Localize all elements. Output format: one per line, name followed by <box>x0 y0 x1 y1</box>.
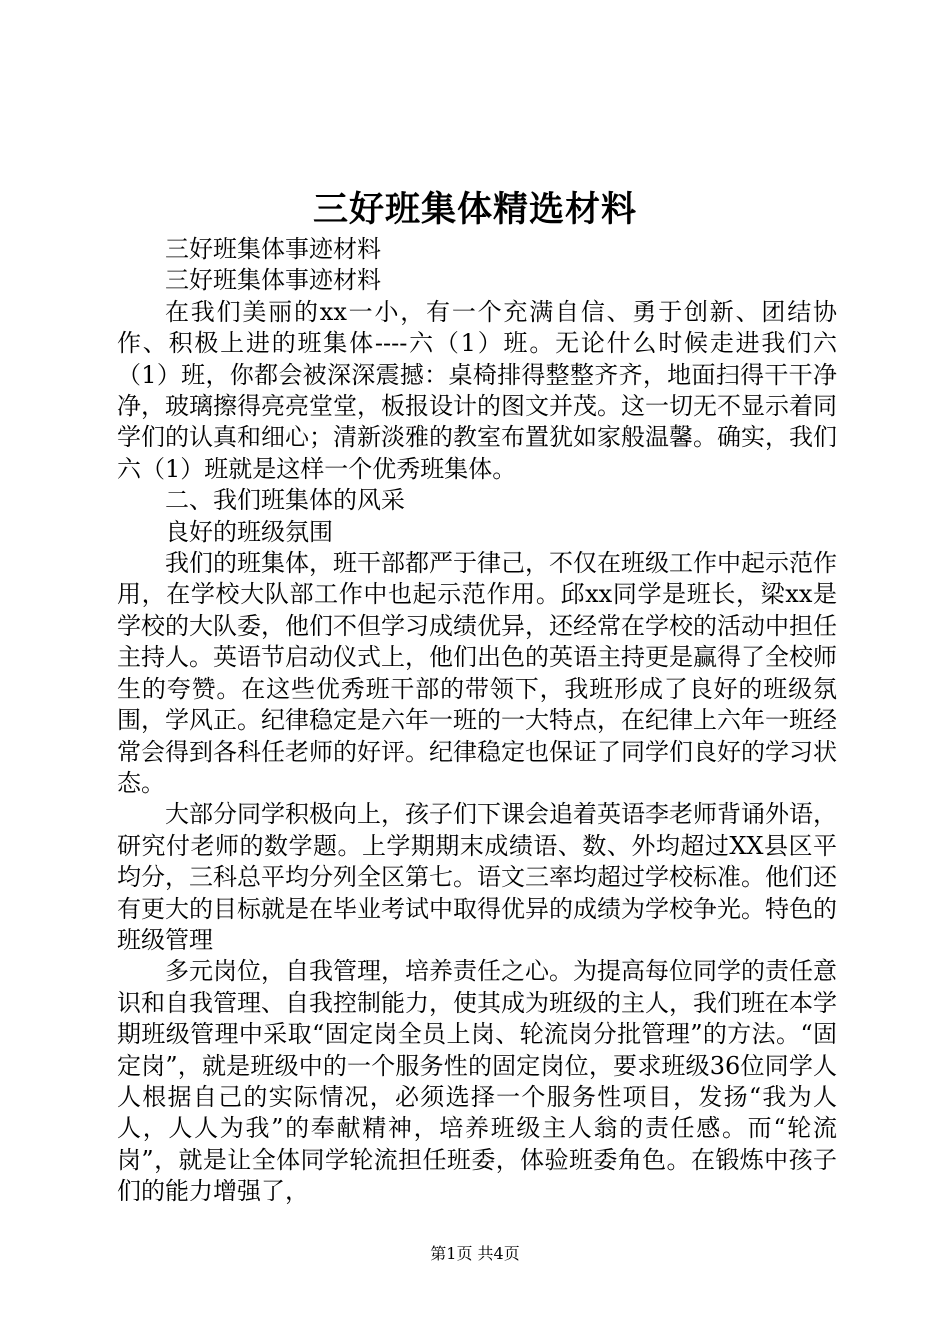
paragraph: 大部分同学积极向上，孩子们下课会追着英语李老师背诵外语，研究付老师的数学题。上学期期末成绩语、数、外均超过XX县区平均分，三科总平均分列全区第七。语文三率均超过学校标准。他们还有更大的目标就是在毕业考试中取得优异的成绩为学校争光。特色的班级管理 <box>117 800 837 954</box>
paragraph: 多元岗位，自我管理，培养责任之心。为提高每位同学的责任意识和自我管理、自我控制能力，使其成为班级的主人，我们班在本学期班级管理中采取“固定岗全员上岗、轮流岗分批管理”的方法。“固定岗”，就是班级中的一个服务性的固定岗位，要求班级36位同学人人根据自己的实际情况，必须选择一个服务性项目，发扬“我为人人，人人为我”的奉献精神，培养班级主人翁的责任感。而“轮流岗”，就是让全体同学轮流担任班委，体验班委角色。在锻炼中孩子们的能力增强了， <box>117 957 837 1206</box>
paragraph: 我们的班集体，班干部都严于律己，不仅在班级工作中起示范作用，在学校大队部工作中也起示范作用。邱xx同学是班长，梁xx是学校的大队委，他们不但学习成绩优异，还经常在学校的活动中担任主持人。英语节启动仪式上，他们出色的英语主持更是赢得了全校师生的夸赞。在这些优秀班干部的带领下，我班形成了良好的班级氛围，学风正。纪律稳定是六年一班的一大特点，在纪律上六年一班经常会得到各科任老师的好评。纪律稳定也保证了同学们良好的学习状态。 <box>117 549 837 797</box>
document-body <box>117 234 837 1208</box>
subsection-heading: 良好的班级氛围 <box>165 517 333 546</box>
paragraph: 在我们美丽的xx一小，有一个充满自信、勇于创新、团结协作、积极上进的班集体----六（1）班。无论什么时候走进我们六（1）班，你都会被深深震撼：桌椅排得整整齐齐，地面扫得干干净净，玻璃擦得亮亮堂堂，板报设计的图文并茂。这一切无不显示着同学们的认真和细心；清新淡雅的教室布置犹如家般温馨。确实，我们六（1）班就是这样一个优秀班集体。 <box>117 297 837 483</box>
section-heading: 二、我们班集体的风采 <box>165 486 405 515</box>
paragraph: 三好班集体事迹材料 <box>165 235 381 263</box>
paragraph: 三好班集体事迹材料 <box>165 266 381 295</box>
page-footer: 第1页 共4页 <box>430 1244 520 1263</box>
document-title: 三好班集体精选材料 <box>312 189 637 230</box>
